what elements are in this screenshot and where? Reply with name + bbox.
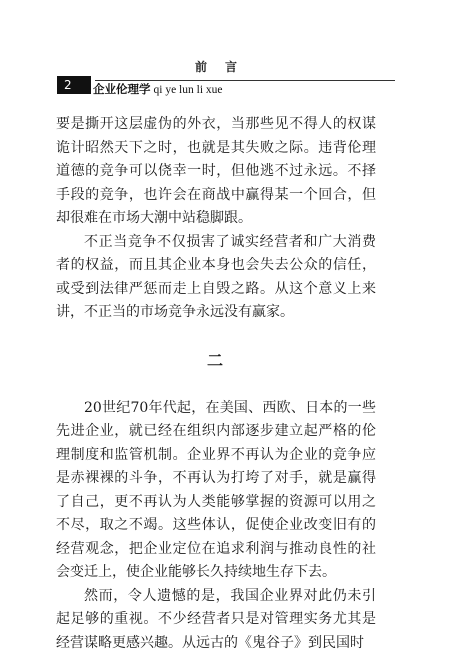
paragraph-2: 不正当竞争不仅损害了诚实经营者和广大消费者的权益，而且其企业本身也会失去公众的信任，或受到法律严惩而走上自毁之路。从这个意义上来讲，不正当的市场竞争永远没有赢家。	[56, 231, 376, 325]
paragraph-1: 要是撕开这层虚伪的外衣，当那些见不得人的权谋诡计昭然天下之时，也就是其失败之际。违背伦理道德的竞争可以侥幸一时，但他逃不过永远。不择手段的竞争，也许会在商战中赢得某一个回合，但却很难在市场大潮中站稳脚跟。	[56, 113, 376, 231]
section-numeral	[56, 351, 376, 371]
series-title-chinese: 企业伦理学	[93, 82, 151, 96]
series-title-pinyin: qi ye lun li xue	[154, 84, 223, 96]
running-head: 前言	[0, 58, 450, 75]
series-title	[93, 80, 223, 99]
page-number: 2	[57, 76, 91, 94]
paragraph-4: 然而，令人遗憾的是，我国企业界对此仍未引起足够的重视。不少经营者只是对管理实务尤其是经营谋略更感兴趣。从远古的《鬼谷子》到民国时	[56, 585, 376, 655]
paragraph-3: 20世纪70年代起，在美国、西欧、日本的一些先进企业，就已经在组织内部逐步建立起严格的伦理制度和监管机制。企业界不再认为企业的竞争应是赤裸裸的斗争，不再认为打垮了对手，就是赢得了自己，更不再认为人类能够掌握的资源可以用之不尽，取之不竭。这些体认，促使企业改变旧有的经营观念，把企业定位在追求利润与推动良性的社会变迁上，使企业能够长久持续地生存下去。	[56, 397, 376, 585]
section-numeral-text: 二	[207, 351, 225, 370]
body-text	[56, 113, 376, 655]
